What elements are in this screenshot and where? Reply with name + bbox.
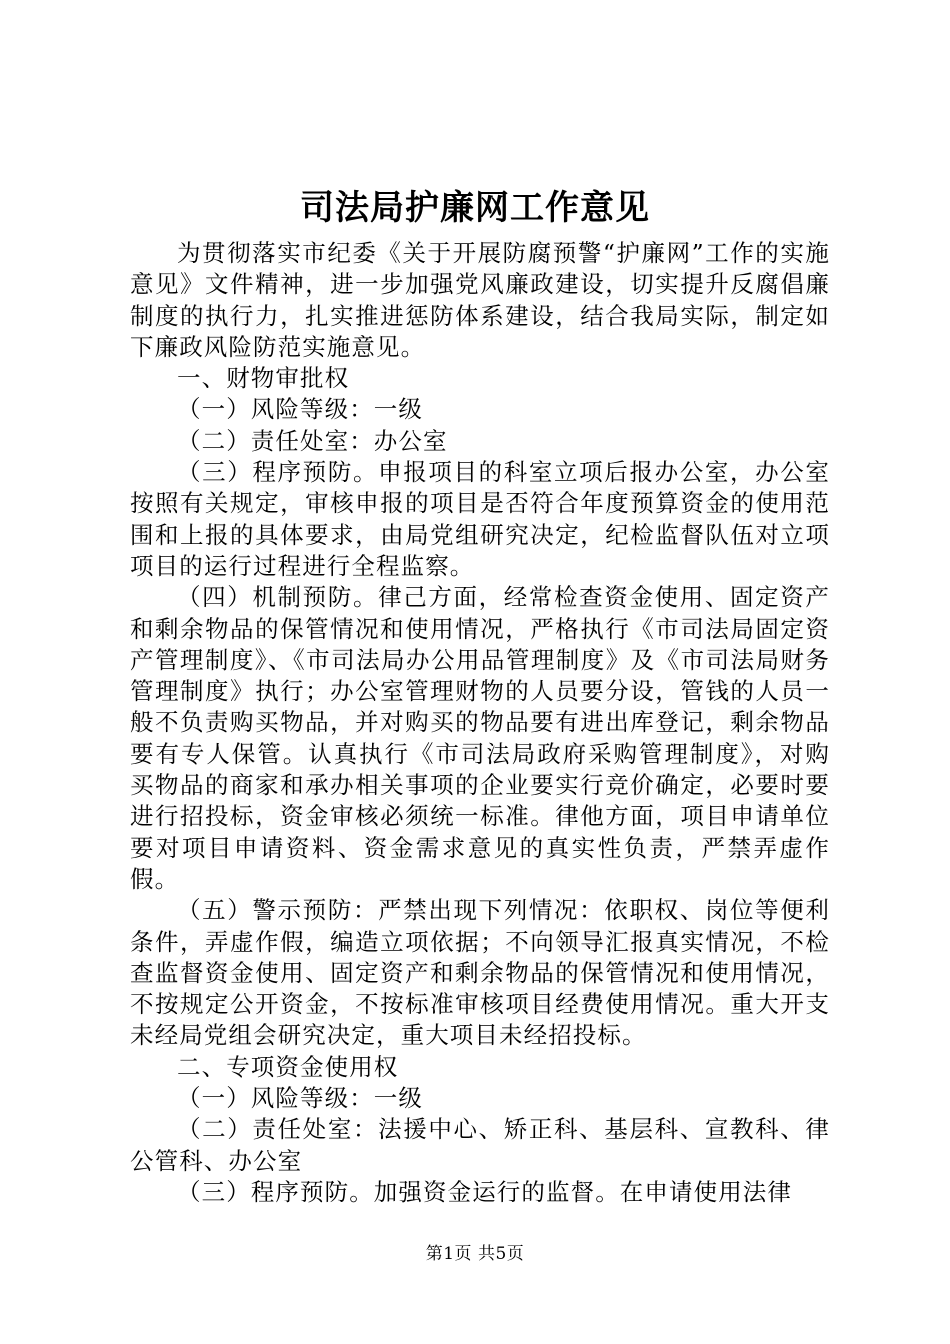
paragraph: （二）责任处室：法援中心、矫正科、基层科、宣教科、律公管科、办公室 <box>130 1115 830 1175</box>
paragraph: （三）程序预防。加强资金运行的监督。在申请使用法律 <box>177 1177 792 1206</box>
paragraph: （二）责任处室：办公室 <box>177 426 448 455</box>
section-heading: 二、专项资金使用权 <box>177 1052 399 1081</box>
paragraph: （三）程序预防。申报项目的科室立项后报办公室，办公室按照有关规定，审核申报的项目是否符合年度预算资金的使用范围和上报的具体要求，由局党组研究决定，纪检监督队伍对立项项目的运行过程进行全程监察。 <box>130 458 830 580</box>
document-title: 司法局护廉网工作意见 <box>300 188 650 228</box>
section-heading: 一、财物审批权 <box>177 364 350 393</box>
page-number-footer: 第1页 共5页 <box>425 1244 525 1264</box>
document-body <box>130 238 830 1208</box>
paragraph: （一）风险等级：一级 <box>177 1084 423 1113</box>
paragraph: （一）风险等级：一级 <box>177 395 423 424</box>
paragraph: （四）机制预防。律己方面，经常检查资金使用、固定资产和剩余物品的保管情况和使用情况，严格执行《市司法局固定资产管理制度》、《市司法局办公用品管理制度》及《市司法局财务管理制度》执行；办公室管理财物的人员要分设，管钱的人员一般不负责购买物品，并对购买的物品要有进出库登记，剩余物品要有专人保管。认真执行《市司法局政府采购管理制度》，对购买物品的商家和承办相关事项的企业要实行竞价确定，必要时要进行招投标，资金审核必须统一标准。律他方面，项目申请单位要对项目申请资料、资金需求意见的真实性负责，严禁弄虚作假。 <box>130 583 830 893</box>
paragraph: 为贯彻落实市纪委《关于开展防腐预警“护廉网”工作的实施意见》文件精神，进一步加强党风廉政建设，切实提升反腐倡廉制度的执行力，扎实推进惩防体系建设，结合我局实际，制定如下廉政风险防范实施意见。 <box>130 239 830 361</box>
paragraph: （五）警示预防：严禁出现下列情况：依职权、岗位等便利条件，弄虚作假，编造立项依据；不向领导汇报真实情况，不检查监督资金使用、固定资产和剩余物品的保管情况和使用情况，不按规定公开资金，不按标准审核项目经费使用情况。重大开支未经局党组会研究决定，重大项目未经招投标。 <box>130 896 830 1050</box>
